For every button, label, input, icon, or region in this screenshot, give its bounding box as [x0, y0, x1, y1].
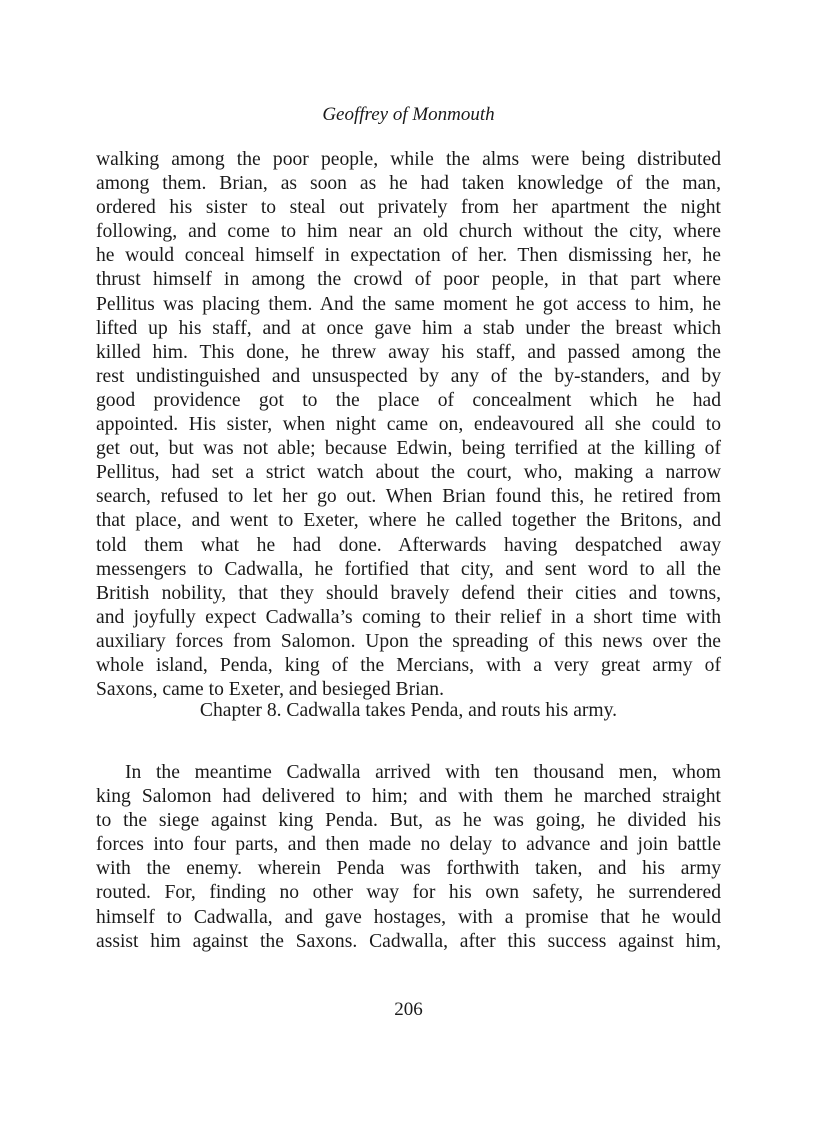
text-line: to the siege against king Penda. But, as he was going, he divided his: [96, 810, 721, 832]
text-line: king Salomon had delivered to him; and with them he marched straight: [96, 786, 721, 808]
text-line: lifted up his staff, and at once gave him a stab under the breast which: [96, 317, 721, 339]
page-number: 206: [394, 999, 423, 1020]
text-line: thrust himself in among the crowd of poor people, in that part where: [96, 269, 721, 291]
book-page: [96, 0, 721, 1123]
text-line: Pellitus, had set a strict watch about the court, who, making a narrow: [96, 462, 721, 484]
text-line: told them what he had done. Afterwards having despatched away: [96, 534, 721, 556]
text-line: routed. For, finding no other way for his own safety, he surrendered: [96, 882, 721, 904]
chapter-heading: Chapter 8. Cadwalla takes Penda, and routs his army.: [199, 700, 618, 721]
text-line: killed him. This done, he threw away his staff, and passed among the: [96, 341, 721, 363]
text-line: auxiliary forces from Salomon. Upon the spreading of this news over the: [96, 630, 721, 652]
running-head: Geoffrey of Monmouth: [322, 104, 495, 125]
text-line: forces into four parts, and then made no delay to advance and join battle: [96, 834, 721, 856]
text-line: he would conceal himself in expectation of her. Then dismissing her, he: [96, 245, 721, 267]
text-line: Saxons, came to Exeter, and besieged Brian.: [96, 679, 444, 701]
text-line: British nobility, that they should bravely defend their cities and towns,: [96, 582, 721, 604]
text-line: among them. Brian, as soon as he had taken knowledge of the man,: [96, 173, 721, 195]
text-line: following, and come to him near an old church without the city, where: [96, 221, 721, 243]
text-line: In the meantime Cadwalla arrived with ten thousand men, whom: [125, 762, 721, 783]
text-line: appointed. His sister, when night came on, endeavoured all she could to: [96, 414, 721, 436]
text-line: whole island, Penda, king of the Mercians, with a very great army of: [96, 654, 721, 676]
text-line: and joyfully expect Cadwalla’s coming to their relief in a short time with: [96, 606, 721, 628]
text-line: assist him against the Saxons. Cadwalla, after this success against him,: [96, 930, 721, 952]
text-line: search, refused to let her go out. When Brian found this, he retired from: [96, 486, 721, 508]
text-line: messengers to Cadwalla, he fortified that city, and sent word to all the: [96, 558, 721, 580]
text-line: that place, and went to Exeter, where he called together the Britons, and: [96, 510, 721, 532]
text-line: Pellitus was placing them. And the same moment he got access to him, he: [96, 293, 721, 315]
text-line: get out, but was not able; because Edwin, being terrified at the killing of: [96, 438, 721, 460]
text-line: with the enemy. wherein Penda was forthwith taken, and his army: [96, 858, 721, 880]
text-line: ordered his sister to steal out privately from her apartment the night: [96, 197, 721, 219]
paragraph-2: [96, 761, 721, 954]
text-line: good providence got to the place of concealment which he had: [96, 389, 721, 411]
text-line: walking among the poor people, while the alms were being distributed: [96, 149, 721, 170]
paragraph-1: [96, 148, 721, 702]
text-line: rest undistinguished and unsuspected by any of the by-standers, and by: [96, 365, 721, 387]
text-line: himself to Cadwalla, and gave hostages, with a promise that he would: [96, 906, 721, 928]
